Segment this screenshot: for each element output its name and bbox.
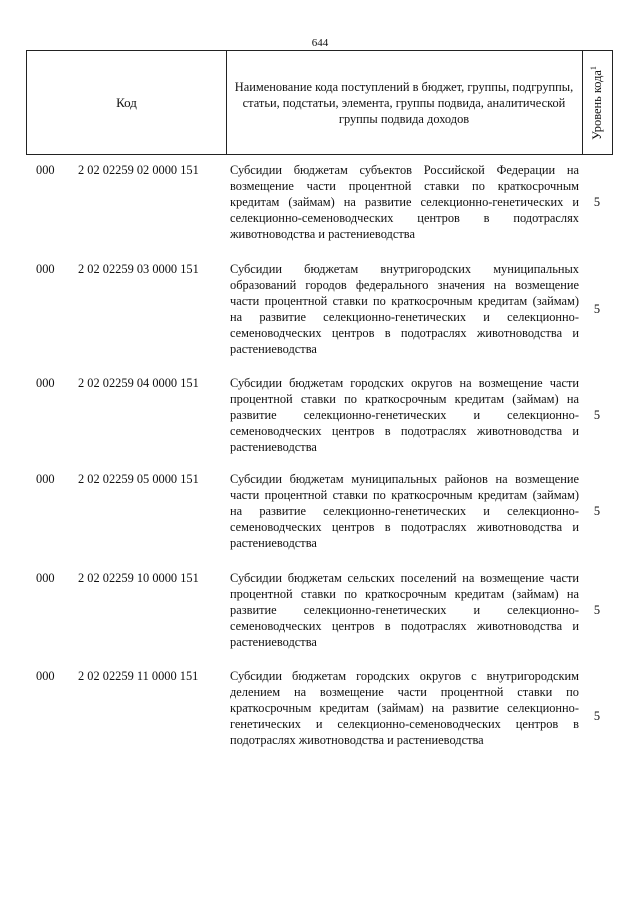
admin-code: 000 <box>36 163 55 177</box>
revenue-code: 2 02 02259 10 0000 151 <box>78 571 199 585</box>
revenue-code: 2 02 02259 02 0000 151 <box>78 163 199 177</box>
admin-code: 000 <box>36 571 55 585</box>
code-level: 5 <box>593 709 601 723</box>
code-level: 5 <box>593 504 601 518</box>
revenue-code: 2 02 02259 05 0000 151 <box>78 472 199 486</box>
admin-code: 000 <box>36 376 55 390</box>
code-level: 5 <box>593 302 601 316</box>
revenue-description: Субсидии бюджетам городских округов с внутригородским делением на возмещение части процентной ставки по краткосрочным кредитам (займам) на развитие селекционно-генетических и селекционно-семеноводческих центров в подотраслях животноводства и растениеводства <box>230 669 579 747</box>
admin-code: 000 <box>36 669 55 683</box>
page-number: 644 <box>311 37 329 49</box>
code-column-header: Код <box>116 94 137 110</box>
revenue-code: 2 02 02259 04 0000 151 <box>78 376 199 390</box>
revenue-code: 2 02 02259 11 0000 151 <box>78 669 199 683</box>
level-header-label: Уровень кода <box>590 69 605 140</box>
admin-code: 000 <box>36 472 55 486</box>
revenue-description: Субсидии бюджетам сельских поселений на возмещение части процентной ставки по краткосрочным кредитам (займам) на развитие селекционно-генетических и селекционно-семеноводческих центров в подотраслях животноводства и растениеводства <box>230 571 579 649</box>
level-column-header <box>582 51 612 154</box>
revenue-description: Субсидии бюджетам внутригородских муниципальных образований городов федерального значения на возмещение части процентной ставки по краткосрочным кредитам (займам) на развитие селекционно-генетических и селекционно-семеноводческих центров в подотраслях животноводства и растениеводства <box>230 262 579 356</box>
revenue-code: 2 02 02259 03 0000 151 <box>78 262 199 276</box>
revenue-description: Субсидии бюджетам городских округов на возмещение части процентной ставки по краткосрочным кредитам (займам) на развитие селекционно-генетических и селекционно-семеноводческих центров в подотраслях животноводства и растениеводства <box>230 376 579 454</box>
name-column-header: Наименование кода поступлений в бюджет, группы, подгруппы, статьи, подстатьи, элемента, группы подвида, аналитической группы подвида доходов <box>234 79 574 126</box>
code-level: 5 <box>593 408 601 422</box>
level-footnote-mark: 1 <box>588 65 598 70</box>
admin-code: 000 <box>36 262 55 276</box>
table-header <box>26 50 613 155</box>
revenue-description: Субсидии бюджетам субъектов Российской Федерации на возмещение части процентной ставки по краткосрочным кредитам (займам) на развитие селекционно-генетических и селекционно-семеноводческих центров в подотраслях животноводства и растениеводства <box>230 163 579 241</box>
code-level: 5 <box>593 603 601 617</box>
code-level: 5 <box>593 195 601 209</box>
revenue-description: Субсидии бюджетам муниципальных районов на возмещение части процентной ставки по краткосрочным кредитам (займам) на развитие селекционно-генетических и селекционно-семеноводческих центров в подотраслях животноводства и растениеводства <box>230 472 579 550</box>
